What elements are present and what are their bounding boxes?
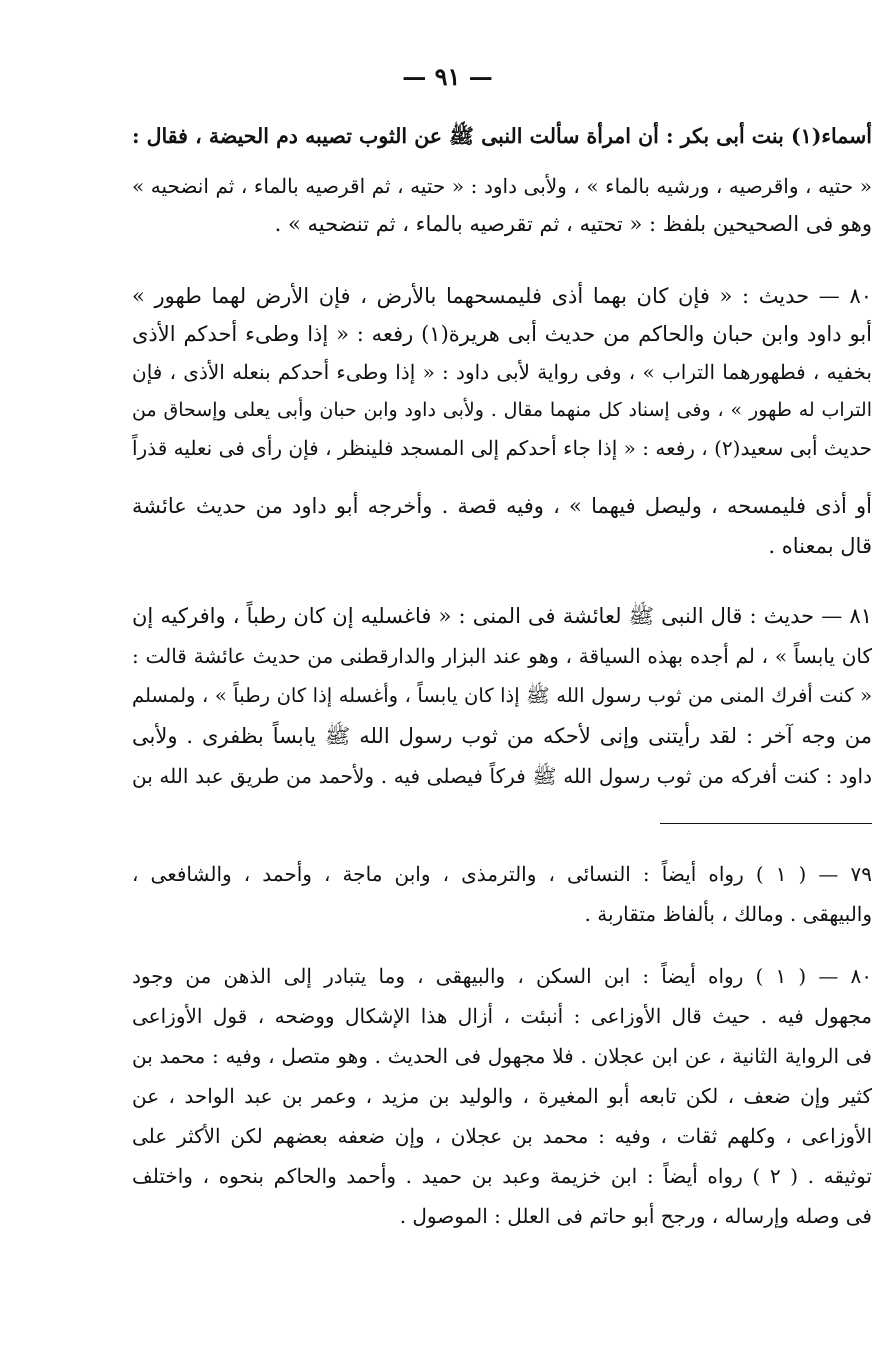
body-line: « حتيه ، واقرصيه ، ورشيه بالماء » ، ولأبى داود : « حتيه ، ثم اقرصيه بالماء ، ثم انضحيه » [132,174,872,198]
footnote-separator [660,823,872,824]
body-line: وهو فى الصحيحين بلفظ : « تحتيه ، ثم تقرصيه بالماء ، ثم تنضحيه » . [274,212,872,236]
footnote-line: والبيهقى . ومالك ، بألفاظ متقاربة . [584,902,872,926]
footnote-line: فى وصله وإرساله ، ورجح أبو حاتم فى العلل : الموصول . [399,1204,872,1228]
body-line: كان يابساً » ، لم أجده بهذه السياقة ، وهو عند البزار والدارقطنى من حديث عائشة قالت : [132,644,872,668]
body-line: أو أذى فليمسحه ، وليصل فيهما » ، وفيه قصة . وأخرجه أبو داود من حديث عائشة [132,494,872,518]
body-line: من وجه آخر : لقد رأيتنى وإنى لأحكه من ثوب رسول الله ﷺ يابساً بظفرى . ولأبى [132,724,872,748]
hadith-81-heading: ٨١ — حديث : قال النبى ﷺ لعائشة فى المنى : « فاغسليه إن كان رطباً ، وافركيه إن [132,604,872,628]
footnote-line: توثيقه . ( ٢ ) رواه أيضاً : ابن خزيمة وعبد بن حميد . وأحمد والحاكم بنحوه ، واختلف [132,1164,872,1188]
body-line: حديث أبى سعيد(٢) ، رفعه : « إذا جاء أحدكم إلى المسجد فلينظر ، فإن رأى فى نعليه قذراً [132,436,872,460]
footnote-line: فى الرواية الثانية ، عن ابن عجلان . فلا مجهول فى الحديث . وهو متصل ، وفيه : محمد بن [132,1044,872,1068]
footnote-line: ٧٩ — ( ١ ) رواه أيضاً : النسائى ، والترمذى ، وابن ماجة ، وأحمد ، والشافعى ، [132,862,872,886]
body-line: أسماء(١) بنت أبى بكر : أن امرأة سألت النبى ﷺ عن الثوب تصيبه دم الحيضة ، فقال : [131,124,872,148]
body-line: أبو داود وابن حبان والحاكم من حديث أبى هريرة(١) رفعه : « إذا وطىء أحدكم الأذى [132,322,872,346]
footnote-line: الأوزاعى ، وكلهم ثقات ، وفيه : محمد بن عجلان ، وإن ضعفه بعضهم لكن الأكثر على [132,1124,872,1148]
body-line: قال بمعناه . [768,534,872,558]
body-line: داود : كنت أفركه من ثوب رسول الله ﷺ فركاً فيصلى فيه . ولأحمد من طريق عبد الله بن [132,764,872,788]
footnote-line: مجهول فيه . حيث قال الأوزاعى : أنبئت ، أزال هذا الإشكال ووضحه ، قول الأوزاعى [132,1004,872,1028]
body-line: بخفيه ، فطهورهما التراب » ، وفى رواية لأبى داود : « إذا وطىء أحدكم بنعله الأذى ، فإن [132,360,872,384]
page-number: — ٩١ — [402,62,493,91]
hadith-80-heading: ٨٠ — حديث : « فإن كان بهما أذى فليمسحهما بالأرض ، فإن الأرض لهما طهور » [132,284,872,308]
body-line: التراب له طهور » ، وفى إسناد كل منهما مقال . ولأبى داود وابن حبان وأبى يعلى وإسحاق من [132,399,872,421]
footnote-line: كثير وإن ضعف ، لكن تابعه أبو المغيرة ، والوليد بن مزيد ، وعمر بن عبد الواحد ، عن [132,1084,872,1108]
body-line: « كنت أفرك المنى من ثوب رسول الله ﷺ إذا كان يابساً ، وأغسله إذا كان رطباً » ، ولمسلم [132,684,872,707]
footnote-line: ٨٠ — ( ١ ) رواه أيضاً : ابن السكن ، والبيهقى ، وما يتبادر إلى الذهن من وجود [132,964,873,988]
